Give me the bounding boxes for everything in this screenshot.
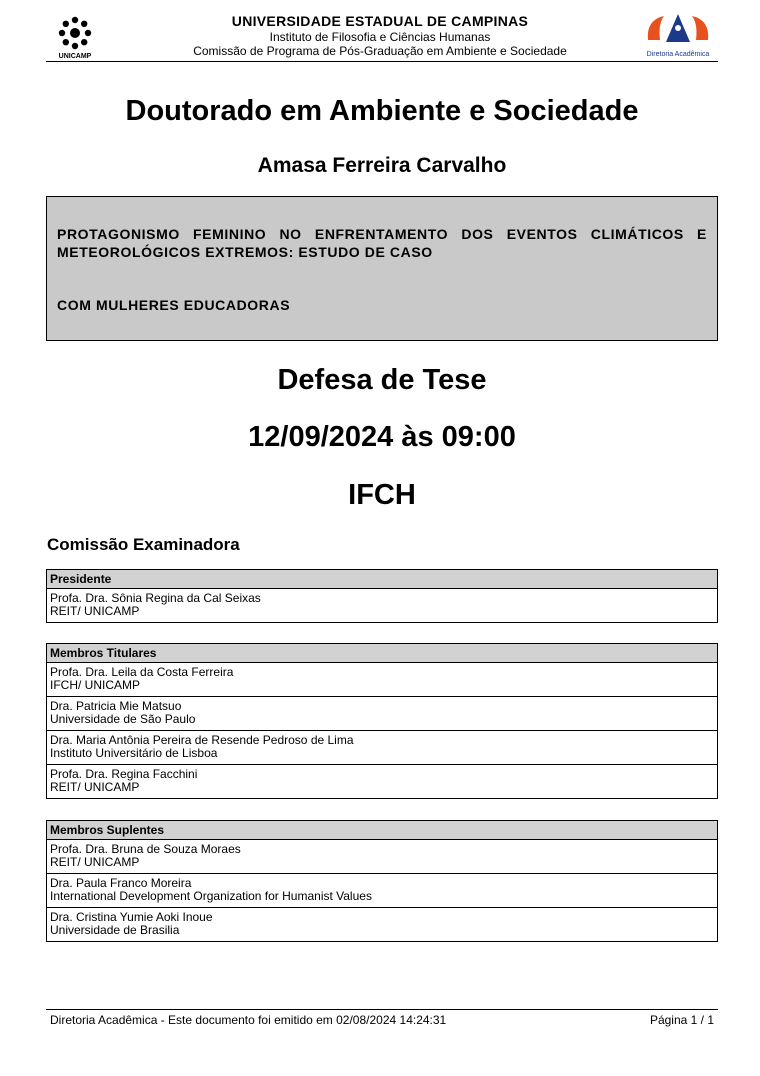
defense-location: IFCH bbox=[348, 479, 416, 511]
footer-issued-note: Diretoria Acadêmica - Este documento foi emitido em 02/08/2024 14:24:31 bbox=[50, 1013, 447, 1027]
president-table bbox=[46, 569, 718, 623]
university-name: UNIVERSIDADE ESTADUAL DE CAMPINAS bbox=[231, 13, 529, 29]
suplentes-header: Membros Suplentes bbox=[47, 821, 718, 840]
thesis-title-line-1: PROTAGONISMO FEMININO NO ENFRENTAMENTO DOS EVENTOS CLIMÁTICOS E bbox=[57, 226, 707, 242]
unicamp-logo bbox=[52, 12, 98, 60]
member-name: Dra. Maria Antônia Pereira de Resende Pedroso de Lima bbox=[50, 733, 354, 747]
page-number: Página 1 / 1 bbox=[649, 1013, 714, 1027]
titulares-table bbox=[46, 643, 718, 799]
diretoria-academica-logo bbox=[640, 10, 716, 60]
defense-datetime: 12/09/2024 às 09:00 bbox=[248, 421, 516, 453]
member-affiliation: Universidade de São Paulo bbox=[50, 712, 196, 726]
member-affiliation: REIT/ UNICAMP bbox=[50, 780, 140, 794]
committee-title: Comissão Examinadora bbox=[47, 535, 240, 554]
thesis-title-line-3: COM MULHERES EDUCADORAS bbox=[57, 297, 291, 313]
commission-name: Comissão de Programa de Pós-Graduação em Ambiente e Sociedade bbox=[193, 44, 567, 58]
member-name: Profa. Dra. Bruna de Souza Moraes bbox=[50, 842, 241, 856]
svg-text:UNICAMP: UNICAMP bbox=[58, 53, 92, 60]
table-row bbox=[47, 663, 718, 697]
member-affiliation: Instituto Universitário de Lisboa bbox=[50, 746, 218, 760]
student-name: Amasa Ferreira Carvalho bbox=[257, 154, 507, 177]
titulares-header: Membros Titulares bbox=[47, 644, 718, 663]
thesis-title-box bbox=[46, 196, 718, 341]
president-header: Presidente bbox=[47, 570, 718, 589]
thesis-title-line-2: METEOROLÓGICOS EXTREMOS: ESTUDO DE CASO bbox=[57, 244, 433, 260]
member-name: Profa. Dra. Regina Facchini bbox=[50, 767, 198, 781]
footer-divider bbox=[46, 1009, 718, 1010]
institute-name: Instituto de Filosofia e Ciências Humanas bbox=[269, 30, 491, 44]
member-affiliation: REIT/ UNICAMP bbox=[50, 604, 140, 618]
table-row bbox=[47, 765, 718, 799]
member-affiliation: International Development Organization for Humanist Values bbox=[50, 889, 372, 903]
table-row bbox=[47, 731, 718, 765]
table-row bbox=[47, 908, 718, 942]
member-name: Dra. Patricia Mie Matsuo bbox=[50, 699, 182, 713]
member-name: Profa. Dra. Sônia Regina da Cal Seixas bbox=[50, 591, 261, 605]
member-affiliation: REIT/ UNICAMP bbox=[50, 855, 140, 869]
table-row bbox=[47, 840, 718, 874]
member-affiliation: Universidade de Brasilia bbox=[50, 923, 180, 937]
program-title: Doutorado em Ambiente e Sociedade bbox=[125, 95, 639, 127]
header-divider bbox=[46, 61, 718, 62]
svg-text:Diretoria Acadêmica: Diretoria Acadêmica bbox=[646, 51, 710, 58]
table-row bbox=[47, 589, 718, 623]
member-name: Dra. Cristina Yumie Aoki Inoue bbox=[50, 910, 213, 924]
table-row bbox=[47, 874, 718, 908]
table-row bbox=[47, 697, 718, 731]
member-name: Dra. Paula Franco Moreira bbox=[50, 876, 192, 890]
member-affiliation: IFCH/ UNICAMP bbox=[50, 678, 140, 692]
member-name: Profa. Dra. Leila da Costa Ferreira bbox=[50, 665, 234, 679]
suplentes-table bbox=[46, 820, 718, 942]
defense-type: Defesa de Tese bbox=[277, 364, 487, 396]
